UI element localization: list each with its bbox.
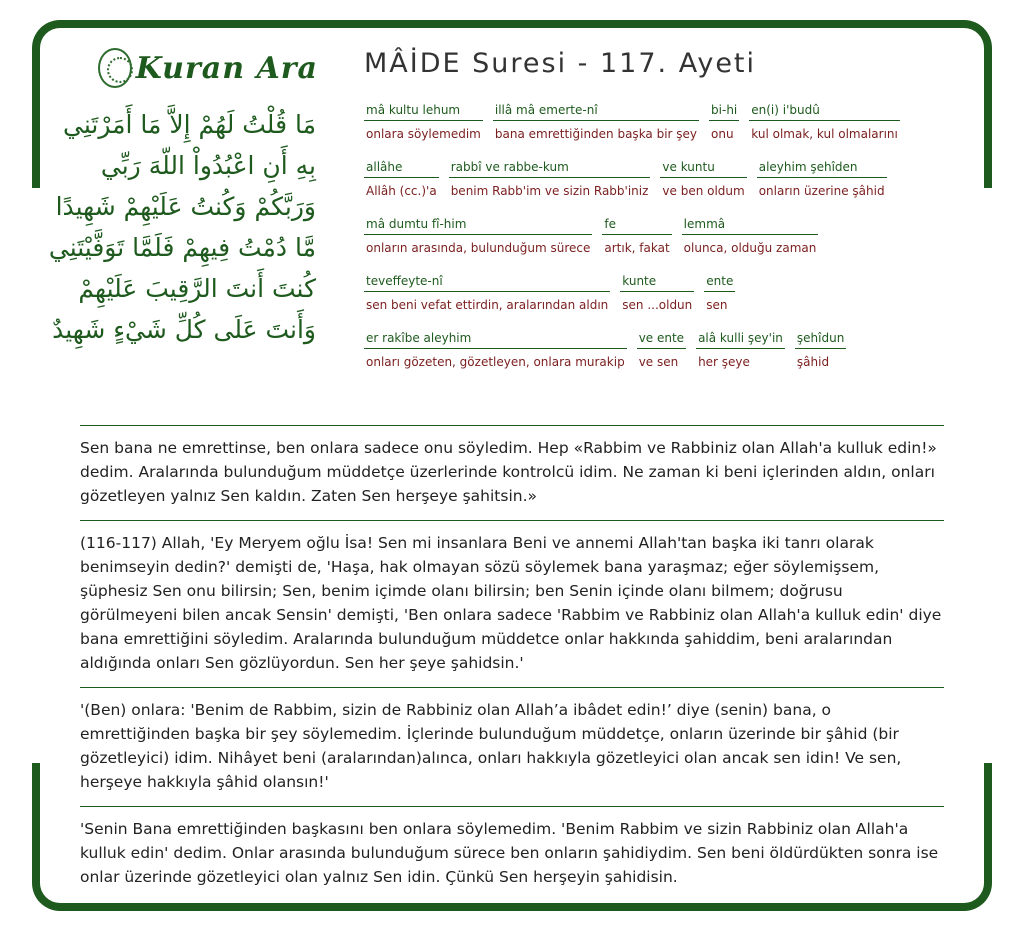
site-logo[interactable] (98, 46, 318, 90)
word-meaning: artık, fakat (604, 241, 670, 255)
word-item (637, 328, 686, 385)
word-meaning: ve ben oldum (662, 184, 745, 198)
word-item (493, 100, 699, 157)
word-item (364, 271, 610, 328)
word-meaning: bana emrettiğinden başka bir şey (494, 127, 698, 141)
word-meaning: her şeye (698, 355, 750, 369)
word-transliteration: ve ente (637, 328, 686, 349)
word-meaning: Allâh (cc.)'a (366, 184, 437, 198)
word-transliteration: rabbî ve rabbe-kum (449, 157, 651, 178)
word-transliteration: allâhe (364, 157, 439, 178)
word-transliteration: ente (704, 271, 735, 292)
word-transliteration: bi-hi (709, 100, 739, 121)
logo-text: Kuran Ara (135, 50, 318, 86)
word-item (749, 100, 900, 157)
word-item (660, 157, 746, 214)
word-meaning: onların üzerine şâhid (758, 184, 885, 198)
word-item (364, 328, 627, 385)
word-meaning: sen (706, 298, 728, 312)
translation-paragraph: 'Senin Bana emrettiğinden başkasını ben onlara söylemedim. 'Benim Rabbim ve sizin Rabbiniz olan Allah'a kulluk edin' dedim. Onlar arasında bulunduğum sürece ben onların şahidiydim. Sen beni öldürdükten sonra ise onlar üzerinde gözetleyici olan yalnız Sen idin. Çünkü Sen herşeyin şahidisin. (80, 806, 944, 901)
word-transliteration: mâ kultu lehum (364, 100, 483, 121)
word-item (709, 100, 739, 157)
word-meaning: onları gözeten, gözetleyen, onlara murakip (366, 355, 625, 369)
word-meaning: şâhid (796, 355, 830, 369)
word-row (364, 328, 964, 385)
word-meaning: olunca, olduğu zaman (683, 241, 817, 255)
word-transliteration: fe (602, 214, 671, 235)
word-meaning: onu (711, 127, 734, 141)
word-by-word-meanings (364, 100, 964, 385)
word-item (620, 271, 694, 328)
word-transliteration: aleyhim şehîden (757, 157, 887, 178)
word-item (704, 271, 735, 328)
word-transliteration: teveffeyte-nî (364, 271, 610, 292)
word-item (602, 214, 671, 271)
word-item (757, 157, 887, 214)
translation-paragraph: Sen bana ne emrettinse, ben onlara sadece onu söyledim. Hep «Rabbim ve Rabbiniz olan Allah'a kulluk edin!» dedim. Aralarında bulunduğum müddetçe üzerlerinde kontrolcü idim. Ne zaman ki beni içlerinden aldın, onları gözetleyen yalnız Sen kaldın. Zaten Sen herşeye şahitsin.» (80, 425, 944, 520)
quran-seal-icon (98, 48, 132, 88)
word-item (364, 214, 592, 271)
word-transliteration: kunte (620, 271, 694, 292)
word-transliteration: lemmâ (682, 214, 819, 235)
word-meaning: onların arasında, bulunduğum sürece (366, 241, 591, 255)
word-meaning: ve sen (638, 355, 679, 369)
word-item (364, 157, 439, 214)
word-item (795, 328, 846, 385)
word-meaning: onlara söylemedim (366, 127, 481, 141)
word-transliteration: alâ kulli şey'in (696, 328, 785, 349)
word-meaning: kul olmak, kul olmalarını (751, 127, 898, 141)
word-transliteration: en(i) i'budû (749, 100, 900, 121)
translation-paragraph: '(Ben) onlara: 'Benim de Rabbim, sizin de Rabbiniz olan Allah’a ibâdet edin!’ diye (senin) bana, o emrettiğinden başka bir şey söylemedim. İçlerinde bulunduğum müddetçe, onların üzerinde bir şâhid (bir gözetleyici) idim. Nihâyet beni (aralarından)alınca, onları hakkıyla gözetleyici olan ancak sen idin! Ve sen, herşeye hakkıyla şâhid olansın!' (80, 687, 944, 806)
translations-list (80, 425, 944, 901)
word-transliteration: ve kuntu (660, 157, 746, 178)
word-transliteration: mâ dumtu fî-him (364, 214, 592, 235)
word-row (364, 271, 964, 328)
word-meaning: sen beni vefat ettirdin, aralarından aldın (366, 298, 609, 312)
word-item (449, 157, 651, 214)
word-transliteration: illâ mâ emerte-nî (493, 100, 699, 121)
translation-paragraph: (116-117) Allah, 'Ey Meryem oğlu İsa! Sen mi insanlara Beni ve annemi Allah'tan başka iki tanrı olarak benimseyin dedin?' demişti de, 'Haşa, hak olmayan sözü söylemek bana yaraşmaz; eğer söylemişsem, şüphesiz Sen onu bilirsin; Sen, benim içimde olanı bilirsin; ben Senin içinde olanı bilmem; doğrusu görülmeyeni bilen ancak Sensin' demişti, 'Ben onlara sadece 'Rabbim ve Rabbiniz olan Allah'a kulluk edin' diye bana emrettiğini söyledim. Aralarında bulunduğum müddetce onlar hakkında şahiddim, beni aralarından aldığında onları Sen gözlüyordun. Sen her şeye şahidsin.' (80, 520, 944, 687)
word-row (364, 100, 964, 157)
word-transliteration: er rakîbe aleyhim (364, 328, 627, 349)
arabic-verse: مَا قُلْتُ لَهُمْ إِلاَّ مَا أَمَرْتَنِي بِهِ أَنِ اعْبُدُواْ اللّهَ رَبِّي وَرَبَّكُمْ وَكُنتُ عَلَيْهِمْ شَهِيدًا مَّا دُمْتُ فِيهِمْ فَلَمَّا تَوَفَّيْتَنِي كُنتَ أَنتَ الرَّقِيبَ عَلَيْهِمْ وَأَنتَ عَلَى كُلِّ شَيْءٍ شَهِيدٌ (48, 110, 316, 344)
word-transliteration: şehîdun (795, 328, 846, 349)
word-row (364, 157, 964, 214)
word-item (364, 100, 483, 157)
word-meaning: sen ...oldun (622, 298, 693, 312)
word-meaning: benim Rabb'im ve sizin Rabb'iniz (450, 184, 649, 198)
word-item (696, 328, 785, 385)
word-item (682, 214, 819, 271)
page-title: MÂİDE Suresi - 117. Ayeti (364, 48, 757, 79)
word-row (364, 214, 964, 271)
